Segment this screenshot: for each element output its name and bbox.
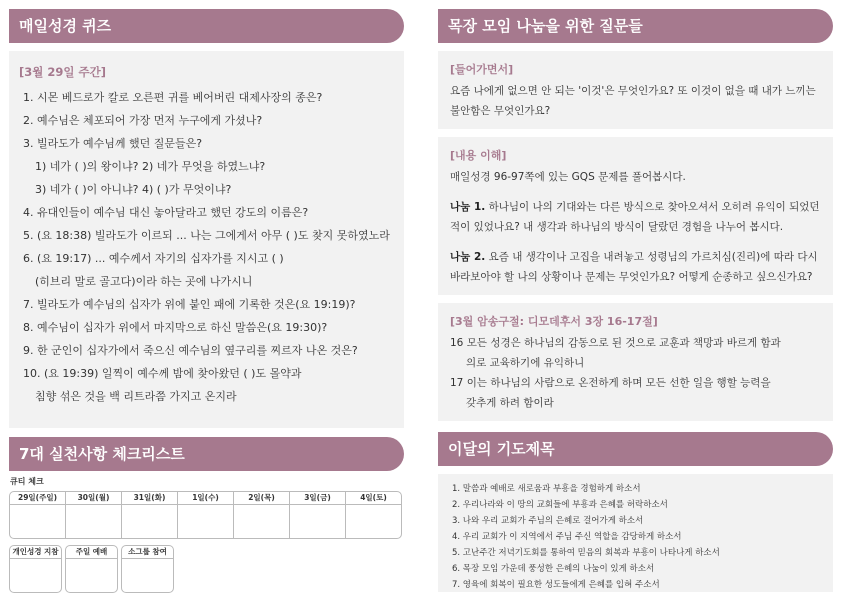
memory-label: [3월 암송구절: 디모데후서 3장 16-17절] (450, 315, 658, 328)
qt-check-label: 큐티 체크 (10, 477, 44, 486)
quiz-line: 1. 시몬 베드로가 칼로 오른편 귀를 베어버린 대제사장의 종은? (23, 91, 323, 104)
day-label: 2일(목) (234, 492, 289, 505)
memory-verse-panel (438, 303, 833, 421)
quiz-line: 침향 섞은 것을 백 리트라쯤 가지고 온지라 (35, 390, 237, 403)
worship-check-box[interactable] (65, 545, 118, 593)
quiz-line: 5. (요 18:38) 빌라도가 이르되 ... 나는 그에게서 아무 ( )도 찾지 못하였노라 (23, 229, 390, 242)
content-panel (438, 137, 833, 295)
prayer-item: 7. 영육에 회복이 필요한 성도들에게 은혜를 입혀 주소서 (452, 580, 660, 590)
qt-week-grid (9, 491, 402, 539)
content-text: 매일성경 96-97쪽에 있는 GQS 문제를 풀어봅시다. (450, 171, 686, 183)
memory-line: 갖추게 하려 함이라 (466, 397, 554, 409)
prayer-list (452, 481, 821, 593)
content-label: [내용 이해] (450, 149, 507, 162)
prayer-panel (438, 474, 833, 592)
quiz-list (19, 86, 394, 408)
memory-line: 의로 교육하기에 유익하니 (466, 357, 585, 369)
share1-text: 하나님이 나의 기대와는 다른 방식으로 찾아오셔서 오히려 유익이 되었던 적이 있었나요? 내 생각과 하나님의 방식이 달랐던 경험을 나누어 봅시다. (450, 201, 820, 233)
day-label: 30일(월) (66, 492, 121, 505)
quiz-line: (히브리 말로 골고다)이라 하는 곳에 나가시니 (35, 275, 253, 288)
quiz-line: 3. 빌라도가 예수님께 했던 질문들은? (23, 137, 203, 150)
share2-text: 요즘 내 생각이나 고집을 내려놓고 성령님의 가르치심(진리)에 따라 다시 바라보아야 할 나의 상황이나 문제는 무엇인가요? 어떻게 순종하고 싶으신가요? (450, 251, 818, 283)
intro-panel (438, 51, 833, 129)
questions-header: 목장 모임 나눔을 위한 질문들 (438, 9, 833, 43)
prayer-item: 4. 우리 교회가 이 지역에서 주님 주신 역할을 감당하게 하소서 (452, 532, 682, 542)
left-column (9, 9, 404, 593)
right-column (438, 9, 833, 592)
smallgroup-check-box[interactable] (121, 545, 174, 593)
day-cell[interactable] (10, 492, 66, 538)
box-label: 소그룹 참여 (122, 546, 173, 559)
day-label: 3일(금) (290, 492, 345, 505)
memory-line: 16 모든 성경은 하나님의 감동으로 된 것으로 교훈과 책망과 바르게 함과 (450, 337, 781, 349)
intro-text: 요즘 나에게 없으면 안 되는 '이것'은 무엇인가요? 또 이것이 없을 때 내가 느끼는 불안함은 무엇인가요? (450, 85, 816, 117)
checklist-header: 7대 실천사항 체크리스트 (9, 437, 404, 471)
day-label: 31일(화) (122, 492, 177, 505)
quiz-line: 7. 빌라도가 예수님의 십자가 위에 붙인 패에 기록한 것은(요 19:19)? (23, 298, 356, 311)
quiz-line: 3) 네가 ( )이 아니냐? 4) ( )가 무엇이냐? (35, 183, 232, 196)
quiz-header: 매일성경 퀴즈 (9, 9, 404, 43)
day-cell[interactable] (66, 492, 122, 538)
quiz-line: 9. 한 군인이 십자가에서 죽으신 예수님의 옆구리를 찌르자 나온 것은? (23, 344, 358, 357)
quiz-line: 8. 예수님이 십자가 위에서 마지막으로 하신 말씀은(요 19:30)? (23, 321, 328, 334)
prayer-item: 3. 나와 우리 교회가 주님의 은혜로 걸어가게 하소서 (452, 516, 644, 526)
practice-boxes (9, 545, 404, 593)
intro-label: [들어가면서] (450, 63, 514, 76)
share2-label: 나눔 2. (450, 251, 486, 263)
day-label: 4일(토) (346, 492, 401, 505)
day-cell[interactable] (290, 492, 346, 538)
prayer-header: 이달의 기도제목 (438, 432, 833, 466)
share-question-1 (450, 197, 821, 237)
prayer-item: 2. 우리나라와 이 땅의 교회들에 부흥과 은혜를 허락하소서 (452, 500, 668, 510)
bible-check-box[interactable] (9, 545, 62, 593)
day-cell[interactable] (122, 492, 178, 538)
day-cell[interactable] (234, 492, 290, 538)
day-label: 29일(주일) (10, 492, 65, 505)
share-question-2 (450, 247, 821, 287)
quiz-line: 4. 유대인들이 예수님 대신 놓아달라고 했던 강도의 이름은? (23, 206, 309, 219)
quiz-line: 10. (요 19:39) 일찍이 예수께 밤에 찾아왔던 ( )도 몰약과 (23, 367, 302, 380)
prayer-item: 5. 고난주간 저녁기도회를 통하여 믿음의 회복과 부흥이 나타나게 하소서 (452, 548, 720, 558)
quiz-line: 6. (요 19:17) ... 예수께서 자기의 십자가를 지시고 ( ) (23, 252, 284, 265)
memory-line: 17 이는 하나님의 사람으로 온전하게 하며 모든 선한 일을 행할 능력을 (450, 377, 771, 389)
prayer-item: 6. 목장 모임 가운데 풍성한 은혜의 나눔이 있게 하소서 (452, 564, 655, 574)
quiz-week-title: [3월 29일 주간] (19, 65, 106, 79)
day-cell[interactable] (346, 492, 401, 538)
share1-label: 나눔 1. (450, 201, 486, 213)
quiz-panel (9, 51, 404, 428)
day-cell[interactable] (178, 492, 234, 538)
quiz-line: 2. 예수님은 체포되어 가장 먼저 누구에게 가셨나? (23, 114, 263, 127)
prayer-item: 1. 말씀과 예배로 새로움과 부흥을 경험하게 하소서 (452, 484, 641, 494)
box-label: 주일 예배 (66, 546, 117, 559)
box-label: 개인성경 지참 (10, 546, 61, 559)
day-label: 1일(수) (178, 492, 233, 505)
quiz-line: 1) 네가 ( )의 왕이냐? 2) 네가 무엇을 하였느냐? (35, 160, 266, 173)
